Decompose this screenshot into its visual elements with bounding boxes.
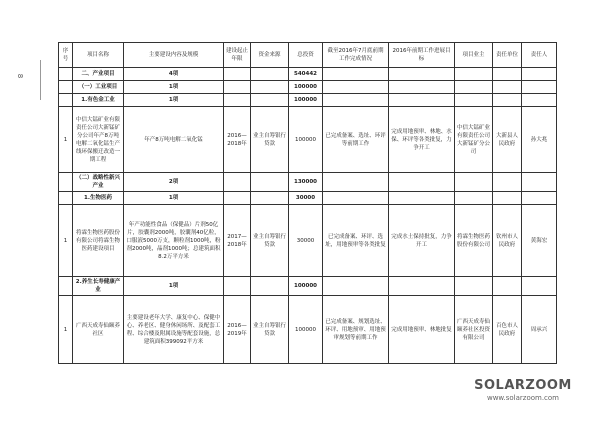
table-cell: [455, 192, 493, 205]
header-cell: 责任单位: [493, 43, 522, 68]
table-cell: 钦州市人民政府: [493, 205, 522, 277]
table-cell: [224, 94, 251, 107]
table-cell: 孙大兆: [522, 107, 557, 173]
table-cell: （一）工业项目: [73, 81, 124, 94]
table-cell: [224, 192, 251, 205]
table-cell: 周承兴: [522, 296, 557, 364]
table-cell: 中信大锰矿业有限责任公司大新锰矿分公司年产8万吨电解二氧化锰生产线环保搬迁改造一期工程: [73, 107, 124, 173]
table-cell: [251, 94, 289, 107]
table-row-project: [59, 296, 557, 364]
table-cell: 年产8万吨电解二氧化锰: [124, 107, 224, 173]
table-cell: 百色市人民政府: [493, 296, 522, 364]
table-cell: 540442: [289, 68, 323, 81]
table-cell: [59, 192, 73, 205]
table-cell: 2016—2019年: [224, 296, 251, 364]
table-cell: [455, 81, 493, 94]
table-cell: 年产功能性食品（保健品）片剂50亿片，胶囊剂2000吨，胶囊剂40亿粒，口服液5000万支，颗粒剂1000吨，粉剂2000吨，晶剂1000吨；总建筑面积8.2万平方米: [124, 205, 224, 277]
table-cell: 大新县人民政府: [493, 107, 522, 173]
table-cell: [251, 68, 289, 81]
table-cell: [455, 94, 493, 107]
table-cell: 1项: [124, 81, 224, 94]
table-cell: 完成用地预审、林地批复: [389, 296, 455, 364]
table-cell: [224, 81, 251, 94]
table-cell: [522, 68, 557, 81]
table-cell: 广西天成寿仙颐养社区: [73, 296, 124, 364]
table-cell: [493, 277, 522, 296]
header-cell: 2016年前期工作进展目标: [389, 43, 455, 68]
table-cell: [493, 173, 522, 192]
table-cell: [224, 277, 251, 296]
table-cell: [59, 94, 73, 107]
header-cell: 资金来源: [251, 43, 289, 68]
table-cell: 30000: [289, 205, 323, 277]
table-cell: 业主自筹银行贷款: [251, 296, 289, 364]
table-cell: [522, 94, 557, 107]
table-cell: [323, 277, 389, 296]
table-row-project: [59, 107, 557, 173]
table-cell: [522, 277, 557, 296]
table-cell: [389, 277, 455, 296]
table-row-category: [59, 94, 557, 107]
table-cell: 2.养生长寿健康产业: [73, 277, 124, 296]
logo-brand: SOLARZOOM: [474, 378, 572, 393]
table-cell: [389, 81, 455, 94]
table-cell: [455, 173, 493, 192]
table-cell: 已完成备案、环评、选址，用地预审等各类批复: [323, 205, 389, 277]
table-cell: [59, 173, 73, 192]
table-cell: [522, 192, 557, 205]
table-cell: 100000: [289, 277, 323, 296]
table-cell: 完成用地预审、林地、水保、环评等各类批复，力争开工: [389, 107, 455, 173]
table-cell: [522, 173, 557, 192]
table-cell: 已完成备案、选址、环评等前期工作: [323, 107, 389, 173]
table-cell: [251, 277, 289, 296]
table-cell: 将霖生物医药股份有限公司将霖生物医药建设项目: [73, 205, 124, 277]
header-cell: 序号: [59, 43, 73, 68]
logo-url: www.solarzoom.com: [486, 394, 560, 402]
table-cell: 1项: [124, 277, 224, 296]
project-table: [58, 42, 557, 364]
table-cell: [323, 94, 389, 107]
header-cell: 截至2016年7月底前期工作完成情况: [323, 43, 389, 68]
table-cell: [323, 68, 389, 81]
table-cell: [323, 81, 389, 94]
table-cell: 2项: [124, 173, 224, 192]
table-cell: [323, 173, 389, 192]
table-cell: （二）战略性新兴产业: [73, 173, 124, 192]
solarzoom-logo: [469, 378, 577, 402]
table-cell: 业主自筹银行贷款: [251, 107, 289, 173]
table-cell: [389, 173, 455, 192]
table-cell: [522, 81, 557, 94]
table-cell: 1: [59, 205, 73, 277]
table-cell: [493, 68, 522, 81]
table-row-project: [59, 205, 557, 277]
table-cell: [389, 94, 455, 107]
header-cell: 项目名称: [73, 43, 124, 68]
table-cell: 130000: [289, 173, 323, 192]
table-cell: 4项: [124, 68, 224, 81]
header-cell: 建设起止年限: [224, 43, 251, 68]
table-cell: [224, 173, 251, 192]
table-cell: 1: [59, 296, 73, 364]
table-cell: 中信大锰矿业有限责任公司大新锰矿分公司: [455, 107, 493, 173]
table-cell: 100000: [289, 296, 323, 364]
table-cell: [251, 173, 289, 192]
header-cell: 项目业主: [455, 43, 493, 68]
table-cell: 已完成备案、规划选址、环评、用地预审、用地预审规划等前期工作: [323, 296, 389, 364]
table-cell: 30000: [289, 192, 323, 205]
table-cell: 100000: [289, 94, 323, 107]
margin-page-number: 8: [16, 73, 25, 79]
header-cell: 责任人: [522, 43, 557, 68]
table-cell: 1: [59, 107, 73, 173]
table-row-category: [59, 68, 557, 81]
table-cell: 完成水土保持批复，力争开工: [389, 205, 455, 277]
header-cell: 总投资: [289, 43, 323, 68]
table-cell: 将霖生物医药股份有限公司: [455, 205, 493, 277]
table-cell: 1项: [124, 192, 224, 205]
table-cell: [493, 81, 522, 94]
table-cell: [251, 192, 289, 205]
table-cell: 1项: [124, 94, 224, 107]
table-row-category: [59, 173, 557, 192]
table-cell: [455, 277, 493, 296]
table-cell: 2016—2018年: [224, 107, 251, 173]
header-cell: 主要建设内容及规模: [124, 43, 224, 68]
table-cell: [323, 192, 389, 205]
table-row-category: [59, 277, 557, 296]
table-cell: 1.生物医药: [73, 192, 124, 205]
table-cell: [251, 81, 289, 94]
margin-marker: [30, 60, 41, 100]
table-cell: [59, 277, 73, 296]
table-cell: [493, 192, 522, 205]
table-cell: [455, 68, 493, 81]
table-row-category: [59, 81, 557, 94]
table-cell: [493, 94, 522, 107]
table-cell: 100000: [289, 81, 323, 94]
table-cell: 二、产业项目: [73, 68, 124, 81]
table-cell: [59, 81, 73, 94]
table-header-row: [59, 43, 557, 68]
table-cell: 黄海宏: [522, 205, 557, 277]
table-cell: [59, 68, 73, 81]
table-cell: 1.有色金工业: [73, 94, 124, 107]
table-row-category: [59, 192, 557, 205]
table-cell: 业主自筹银行贷款: [251, 205, 289, 277]
table-cell: [224, 68, 251, 81]
table-cell: [389, 192, 455, 205]
table-cell: 主要建设老年大学、康复中心、保健中心、养老区、健身休闲场所、及配套工程、综合楼及附属设施等配套设施，总建筑面积399092平方米: [124, 296, 224, 364]
table-cell: 100000: [289, 107, 323, 173]
table-cell: [389, 68, 455, 81]
table-cell: 广西天成寿仙颐养社区投资有限公司: [455, 296, 493, 364]
table-cell: 2017—2018年: [224, 205, 251, 277]
